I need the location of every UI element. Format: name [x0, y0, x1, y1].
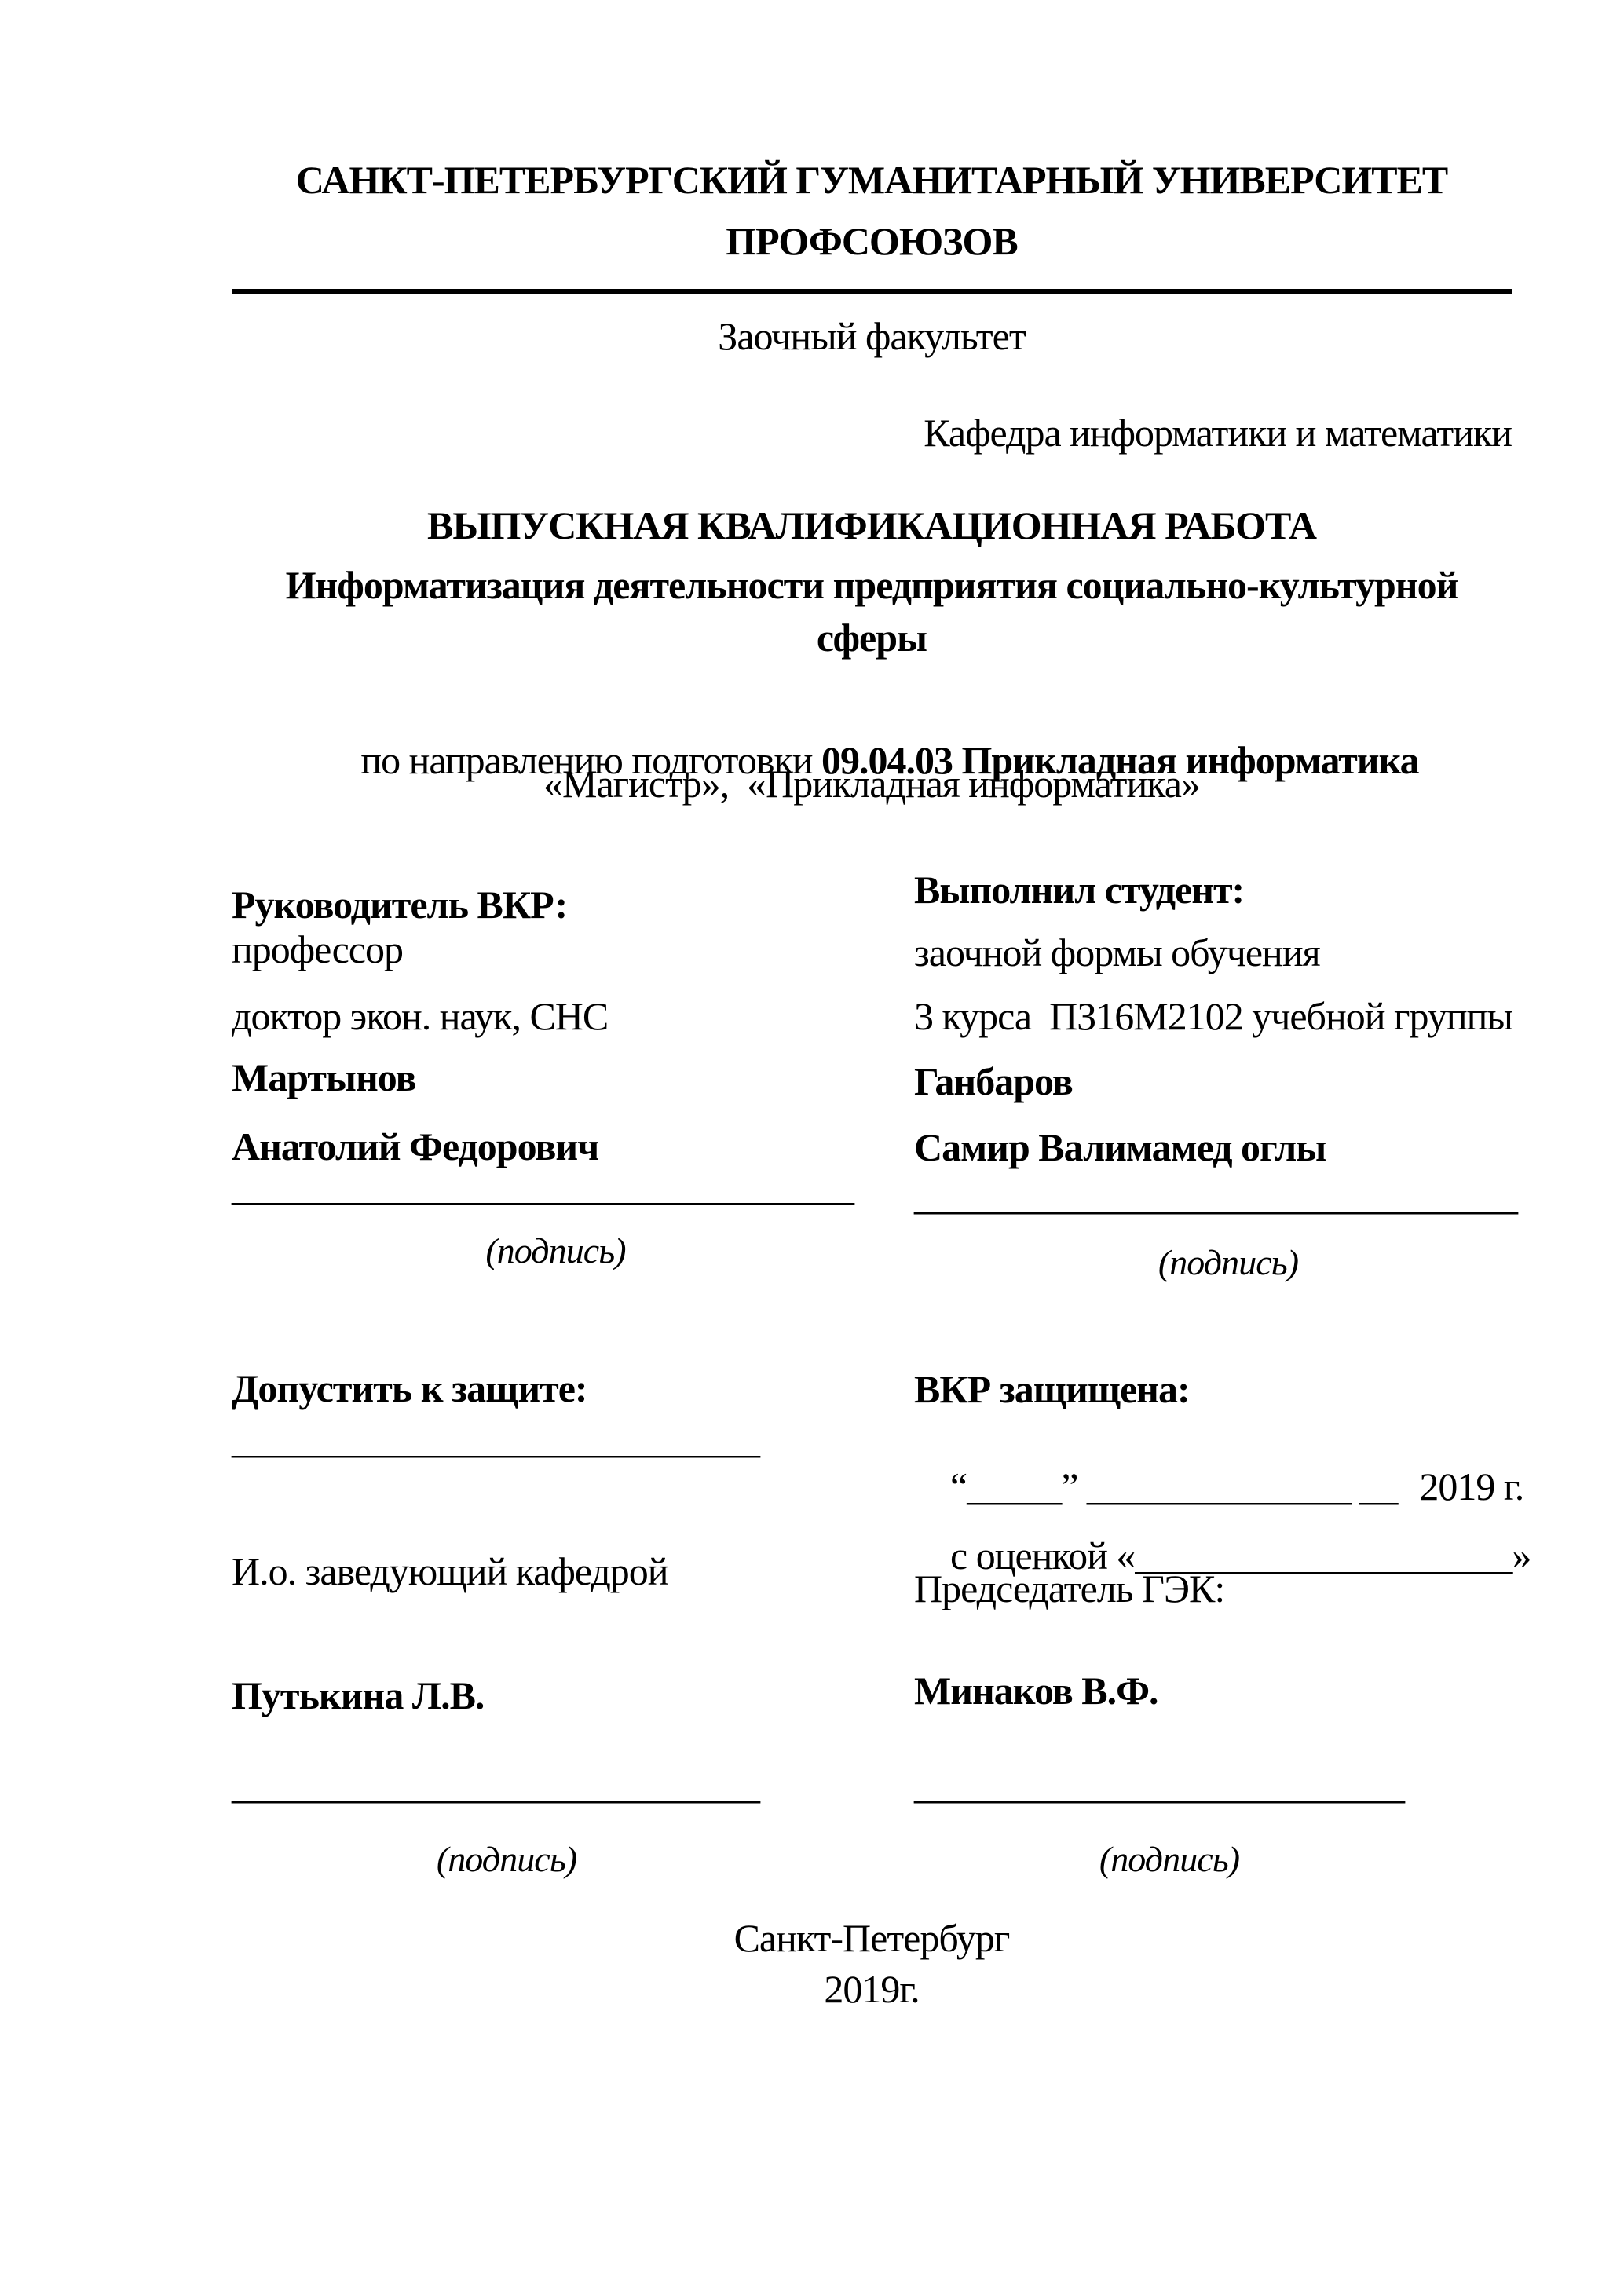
supervisor-signature-label: (подпись)	[485, 1230, 626, 1270]
thesis-title: Информатизация деятельности предприятия социально-культурной сферы	[285, 563, 1458, 660]
chairman-name: Минаков В.Ф.	[914, 1669, 1158, 1713]
chairman-signature-line: __________________________	[914, 1763, 1404, 1807]
city-label: Санкт-Петербург	[733, 1916, 1010, 1960]
university-name-line2: ПРОФСОЮЗОВ	[726, 219, 1018, 263]
acting-head-title: И.о. заведующий кафедрой	[232, 1549, 668, 1593]
header-divider-rule	[232, 289, 1512, 294]
supervisor-degree: доктор экон. наук, СНС	[232, 994, 609, 1038]
admission-heading: Допустить к защите:	[232, 1366, 587, 1410]
department-name: Кафедра информатики и математики	[924, 411, 1512, 455]
grade-suffix: »	[1512, 1534, 1531, 1578]
defense-heading: ВКР защищена:	[914, 1367, 1190, 1411]
chairman-signature-label: (подпись)	[1099, 1839, 1240, 1879]
student-study-form: заочной формы обучения	[914, 930, 1320, 974]
grade-blank: ____________________	[1135, 1534, 1512, 1578]
supervisor-position: профессор	[232, 927, 403, 971]
student-surname: Ганбаров	[914, 1059, 1073, 1103]
admission-signature-line: ____________________________	[232, 1763, 759, 1807]
degree-line: «Магистр», «Прикладная информатика»	[543, 762, 1200, 806]
grade-prefix: с оценкой «	[950, 1534, 1136, 1578]
faculty-name: Заочный факультет	[718, 314, 1026, 358]
work-type-heading: ВЫПУСКНАЯ КВАЛИФИКАЦИОННАЯ РАБОТА	[427, 503, 1316, 547]
direction-prefix: по направлению подготовки	[360, 738, 822, 782]
supervisor-heading: Руководитель ВКР:	[232, 883, 568, 927]
student-signature-label: (подпись)	[1158, 1242, 1299, 1282]
supervisor-surname: Мартынов	[232, 1055, 416, 1099]
admission-signature-label: (подпись)	[436, 1839, 577, 1879]
acting-head-name: Путькина Л.В.	[232, 1673, 485, 1717]
admission-blank-line: ____________________________	[232, 1417, 759, 1461]
university-name-line1: САНКТ-ПЕТЕРБУРГСКИЙ ГУМАНИТАРНЫЙ УНИВЕРСИТЕТ	[295, 158, 1448, 202]
chairman-heading: Председатель ГЭК:	[914, 1567, 1225, 1610]
student-signature-line: ________________________________	[914, 1174, 1517, 1218]
student-group-line: 3 курса ПЗ16М2102 учебной группы	[914, 994, 1512, 1038]
direction-code: 09.04.03 Прикладная информатика	[821, 738, 1419, 782]
supervisor-name: Анатолий Федорович	[232, 1124, 599, 1168]
defense-year-label: 2019 г.	[1419, 1464, 1524, 1508]
student-heading: Выполнил студент:	[914, 868, 1245, 912]
student-name: Самир Валимамед оглы	[914, 1125, 1326, 1169]
defense-date-blanks: “_____” ______________ __	[950, 1464, 1398, 1508]
supervisor-signature-line: _________________________________	[232, 1164, 854, 1208]
year-label: 2019г.	[824, 1967, 920, 2011]
